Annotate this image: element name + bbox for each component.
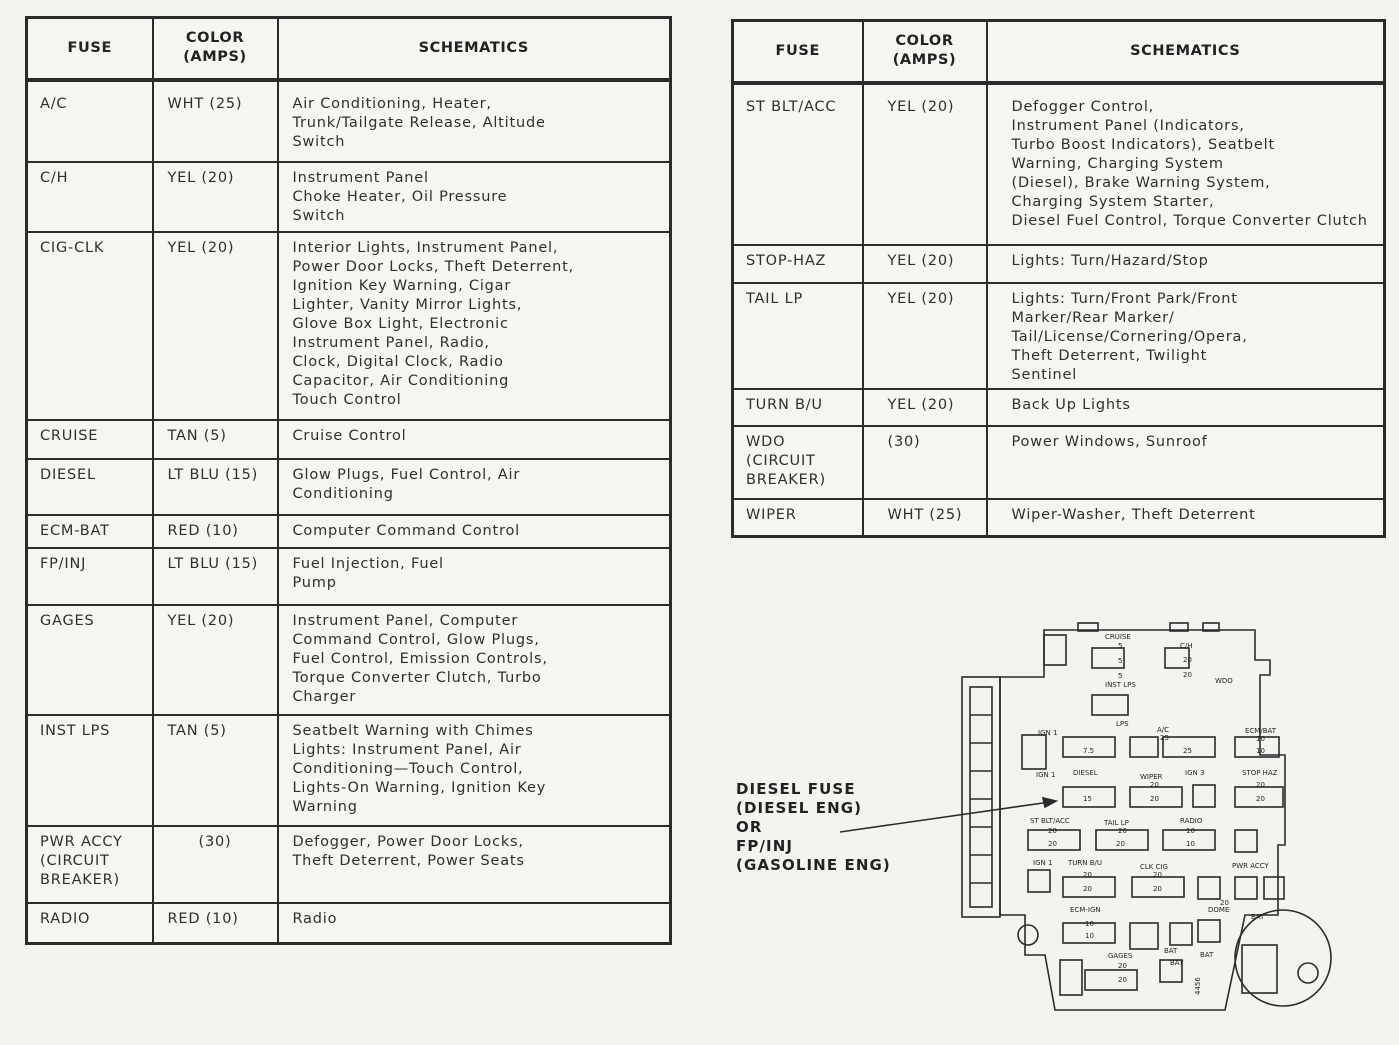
fuse-color-amps: WHT (25) [863, 499, 987, 537]
fuse-name: FP/INJ [27, 548, 153, 605]
label-wdo: WDO [1215, 677, 1233, 685]
label-clk-cig-amps: 20 [1153, 871, 1162, 879]
table-row [733, 83, 1385, 245]
fuse-schematics: Power Windows, Sunroof [987, 426, 1385, 499]
table-row [733, 499, 1385, 537]
label-part-no: 4456 [1194, 977, 1202, 995]
fuse-color-amps: (30) [153, 826, 278, 903]
label-cruise-amps: 5 [1118, 642, 1123, 650]
label-10b: 10 [1186, 840, 1195, 848]
fuse-table-right [731, 19, 1386, 538]
label-bat3: BAT [1170, 959, 1184, 967]
fuse-schematics: Defogger Control, Instrument Panel (Indicators, Turbo Boost Indicators), Seatbelt Warning, Charging System (Diesel), Brake Warning System, Charging System Starter, Diesel Fuel Control, Torque Converter Clutch [1011, 98, 1368, 229]
label-slot-5a: 5 [1118, 657, 1123, 665]
label-20g: 20 [1118, 976, 1127, 984]
label-ch: C/H [1180, 642, 1193, 650]
table-row [27, 515, 671, 548]
label-bat1: BAT [1251, 913, 1265, 921]
label-ac-amps: 25 [1160, 734, 1169, 742]
mounting-boss [1235, 910, 1331, 1006]
table-row [27, 715, 671, 826]
label-ch-amps: 20 [1183, 656, 1192, 664]
fuse-schematics: Instrument Panel Choke Heater, Oil Pressure Switch [278, 162, 671, 232]
label-20c: 20 [1048, 840, 1057, 848]
label-ign1-c: IGN 1 [1033, 859, 1053, 867]
fuse-schematics: Computer Command Control [278, 515, 671, 548]
fuse-color-amps: RED (10) [153, 515, 278, 548]
fuse-name: PWR ACCY (CIRCUIT BREAKER) [27, 826, 153, 903]
fuse-schematics: Radio [278, 903, 671, 944]
label-7-5: 7.5 [1083, 747, 1095, 755]
fuse-name: STOP-HAZ [733, 245, 863, 283]
label-cruise: CRUISE [1105, 633, 1131, 641]
label-dome: DOME [1208, 906, 1230, 914]
fuse-block-diagram [830, 615, 1390, 1035]
fuse-color-amps: LT BLU (15) [153, 548, 278, 605]
fuse-schematics: Seatbelt Warning with Chimes Lights: Instrument Panel, Air Conditioning—Touch Control, Lights-On Warning, Ignition Key Warning [278, 715, 671, 826]
fuse-name: A/C [27, 80, 153, 162]
fuse-color-amps: RED (10) [153, 903, 278, 944]
fuse-name: ECM-BAT [27, 515, 153, 548]
header-schematics: SCHEMATICS [987, 21, 1385, 83]
fuse-name: TAIL LP [733, 283, 863, 389]
table-row [27, 162, 671, 232]
label-25: 25 [1183, 747, 1192, 755]
label-ecm-bat: ECM/BAT [1245, 727, 1277, 735]
label-20a: 20 [1150, 795, 1159, 803]
fuse-color-amps: WHT (25) [153, 80, 278, 162]
label-gages: GAGES [1108, 952, 1133, 960]
label-pwr-accy: PWR ACCY [1232, 862, 1269, 870]
label-clk-cig: CLK CIG [1140, 863, 1168, 871]
fuse-color-amps: YEL (20) [863, 283, 987, 389]
label-10c: 10 [1085, 932, 1094, 940]
fuse-schematics: Air Conditioning, Heater, Trunk/Tailgate Release, Altitude Switch [292, 95, 546, 150]
label-ign1-b: IGN 1 [1036, 771, 1056, 779]
table-row [27, 548, 671, 605]
fuse-schematics: Lights: Turn/Front Park/Front Marker/Rear Marker/ Tail/License/Cornering/Opera, Theft Deterrent, Twilight Sentinel [987, 283, 1385, 389]
fuse-color-amps: YEL (20) [863, 389, 987, 426]
fuse-schematics: Wiper-Washer, Theft Deterrent [987, 499, 1385, 537]
label-tail-lp: TAIL LP [1104, 819, 1129, 827]
header-fuse: FUSE [733, 21, 863, 83]
table-row [27, 459, 671, 515]
label-lps: LPS [1116, 720, 1129, 728]
label-10a: 10 [1256, 747, 1265, 755]
label-ecm-ign: ECM-IGN [1070, 906, 1101, 914]
label-stop-haz: STOP HAZ [1242, 769, 1278, 777]
label-slot-5b: 5 [1118, 672, 1123, 680]
fuse-name: RADIO [27, 903, 153, 944]
fuse-schematics: Back Up Lights [987, 389, 1385, 426]
label-turn-bu-amps: 20 [1083, 871, 1092, 879]
fuse-schematics: Glow Plugs, Fuel Control, Air Conditioning [278, 459, 671, 515]
connector-strip [962, 677, 1000, 917]
label-15: 15 [1083, 795, 1092, 803]
fuse-name: GAGES [27, 605, 153, 715]
fuse-color-amps: YEL (20) [153, 605, 278, 715]
label-inst-lps: INST LPS [1105, 681, 1136, 689]
header-color-amps: COLOR (AMPS) [863, 21, 987, 83]
fuse-schematics: Interior Lights, Instrument Panel, Power Door Locks, Theft Deterrent, Ignition Key Warning, Cigar Lighter, Vanity Mirror Lights, Glove Box Light, Electronic Instrument Panel, Radio, Clock, Digital Clock, Radio Capacitor, Air Conditioning Touch Control [278, 232, 671, 420]
header-color-amps: COLOR (AMPS) [153, 18, 278, 80]
label-ac: A/C [1157, 726, 1170, 734]
label-tail-lp-amps: 20 [1118, 827, 1127, 835]
label-radio: RADIO [1180, 817, 1203, 825]
label-turn-bu: TURN B/U [1068, 859, 1103, 867]
table-row [733, 245, 1385, 283]
label-st-blt-amps: 20 [1048, 827, 1057, 835]
table-row [27, 605, 671, 715]
table-row [27, 903, 671, 944]
fuse-table-left [25, 16, 672, 945]
fuse-color-amps: (30) [863, 426, 987, 499]
table-row [733, 283, 1385, 389]
label-st-blt-acc: ST BLT/ACC [1030, 817, 1070, 825]
fuse-color-amps: YEL (20) [863, 245, 987, 283]
fuse-name: CIG-CLK [27, 232, 153, 420]
label-wiper-amps: 20 [1150, 781, 1159, 789]
fuse-color-amps: TAN (5) [153, 420, 278, 459]
label-ch-amps2: 20 [1183, 671, 1192, 679]
fuse-color-amps: YEL (20) [153, 232, 278, 420]
label-ecm-ign-amps: 10 [1085, 920, 1094, 928]
label-20d: 20 [1116, 840, 1125, 848]
table-row [27, 826, 671, 903]
fuse-schematics: Instrument Panel, Computer Command Control, Glow Plugs, Fuel Control, Emission Controls, Torque Converter Clutch, Turbo Charger [278, 605, 671, 715]
label-bat2: BAT [1164, 947, 1178, 955]
label-bat4: BAT [1200, 951, 1214, 959]
table-row [27, 420, 671, 459]
header-fuse: FUSE [27, 18, 153, 80]
fuse-name: CRUISE [27, 420, 153, 459]
fuse-schematics: Defogger, Power Door Locks, Theft Deterrent, Power Seats [278, 826, 671, 903]
label-ign1-a: IGN 1 [1038, 729, 1058, 737]
label-ign3: IGN 3 [1185, 769, 1205, 777]
pointer-arrow [840, 802, 1050, 832]
label-radio-amps: 10 [1186, 827, 1195, 835]
label-20e: 20 [1083, 885, 1092, 893]
fuse-name: ST BLT/ACC [733, 83, 863, 245]
fuse-name: INST LPS [27, 715, 153, 826]
header-schematics: SCHEMATICS [278, 18, 671, 80]
diagram-caption: DIESEL FUSE (DIESEL ENG) OR FP/INJ (GASOLINE ENG) [736, 780, 891, 874]
fuse-color-amps: YEL (20) [863, 83, 987, 245]
fuse-name: DIESEL [27, 459, 153, 515]
table-row [27, 232, 671, 420]
label-gages-amps: 20 [1118, 962, 1127, 970]
fuse-name: WDO (CIRCUIT BREAKER) [733, 426, 863, 499]
label-wiper: WIPER [1140, 773, 1163, 781]
fuse-color-amps: LT BLU (15) [153, 459, 278, 515]
fuse-name: TURN B/U [733, 389, 863, 426]
fuse-schematics: Cruise Control [278, 420, 671, 459]
label-ecm-bat-amps: 10 [1256, 735, 1265, 743]
table-row [733, 389, 1385, 426]
table-row [733, 426, 1385, 499]
label-stop-haz-amps: 20 [1256, 781, 1265, 789]
table-row [27, 80, 671, 162]
pointer-arrowhead [1043, 798, 1056, 807]
label-diesel: DIESEL [1073, 769, 1098, 777]
label-dome-amps: 20 [1220, 899, 1229, 907]
fuse-name: C/H [27, 162, 153, 232]
label-20f: 20 [1153, 885, 1162, 893]
fuse-name: WIPER [733, 499, 863, 537]
fuse-schematics: Lights: Turn/Hazard/Stop [987, 245, 1385, 283]
label-20b: 20 [1256, 795, 1265, 803]
fuse-color-amps: YEL (20) [153, 162, 278, 232]
fuse-schematics: Fuel Injection, Fuel Pump [278, 548, 671, 605]
fuse-color-amps: TAN (5) [153, 715, 278, 826]
